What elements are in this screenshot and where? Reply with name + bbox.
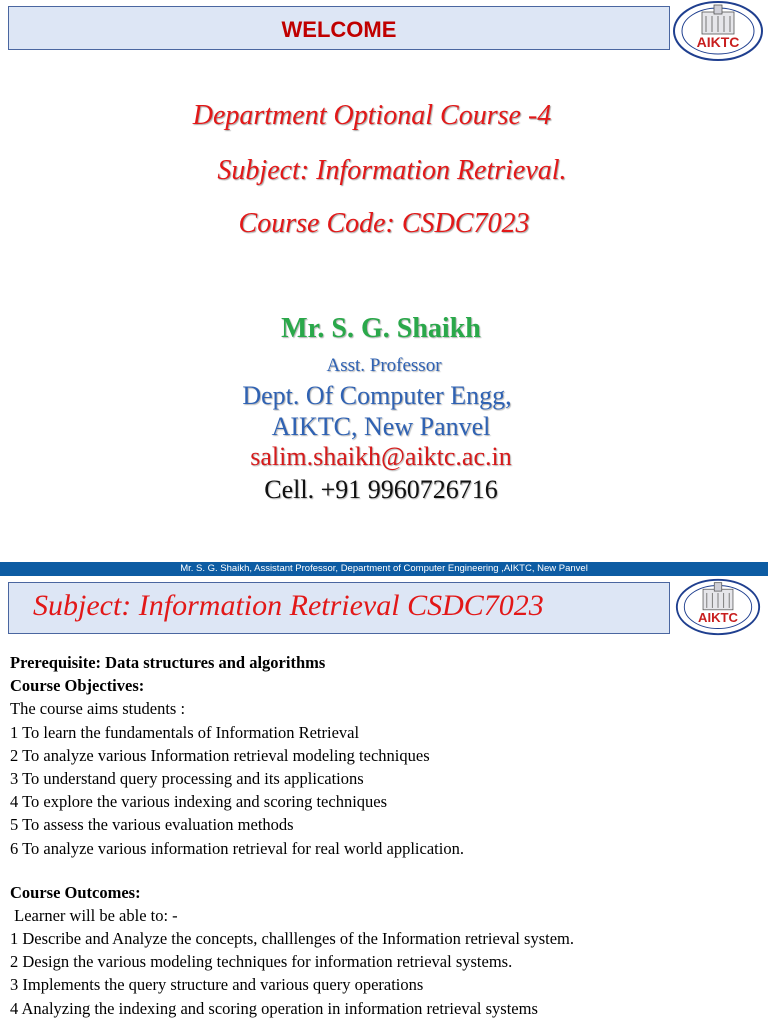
welcome-banner — [8, 6, 670, 50]
objective-item: 4 To explore the various indexing and scoring techniques — [10, 792, 388, 812]
subject-banner — [8, 582, 670, 634]
course-line: Department Optional Course -4 — [192, 100, 552, 131]
course-content — [10, 651, 760, 1020]
objective-item: 3 To understand query processing and its applications — [10, 768, 364, 788]
subject-line: Subject: Information Retrieval. — [217, 155, 567, 186]
phone-number: Cell. +91 9960726716 — [264, 475, 498, 504]
college-logo — [670, 0, 766, 62]
objective-item: 6 To analyze various information retrieval for real world application. — [10, 838, 464, 858]
outcome-item: 4 Analyzing the indexing and scoring operation in information retrieval systems — [10, 998, 538, 1018]
email-address: salim.shaikh@aiktc.ac.in — [250, 442, 512, 471]
subject-title: Subject: Information Retrieval CSDC7023 — [33, 589, 544, 622]
objectives-intro: The course aims students : — [10, 699, 186, 719]
objective-item: 2 To analyze various Information retrieval modeling techniques — [10, 745, 430, 765]
objective-item: 5 To assess the various evaluation methods — [10, 815, 294, 835]
outcome-item: 3 Implements the query structure and various query operations — [10, 975, 424, 995]
outcome-item: 2 Design the various modeling techniques for information retrieval systems. — [10, 952, 513, 972]
course-code-line: Course Code: CSDC7023 — [238, 208, 530, 239]
objective-item: 1 To learn the fundamentals of Information Retrieval — [10, 722, 360, 742]
svg-text:AIKTC: AIKTC — [696, 34, 740, 50]
college-logo — [670, 578, 766, 636]
svg-text:AIKTC: AIKTC — [698, 609, 738, 625]
welcome-title: WELCOME — [281, 17, 397, 42]
teacher-name: Mr. S. G. Shaikh — [281, 313, 481, 344]
course-details-slide — [0, 576, 768, 1024]
department: Dept. Of Computer Engg, — [242, 381, 512, 410]
outcome-item: 1 Describe and Analyze the concepts, challlenges of the Information retrieval system. — [10, 929, 575, 949]
objectives-heading: Course Objectives: — [10, 676, 145, 696]
prerequisite: Prerequisite: Data structures and algorithms — [10, 653, 326, 672]
designation: Asst. Professor — [326, 355, 442, 376]
outcomes-intro: Learner will be able to: - — [10, 905, 178, 925]
slide-footer: Mr. S. G. Shaikh, Assistant Professor, Department of Computer Engineering ,AIKTC, New Panvel — [0, 562, 768, 576]
institute: AIKTC, New Panvel — [271, 412, 491, 441]
outcomes-heading: Course Outcomes: — [10, 882, 141, 902]
